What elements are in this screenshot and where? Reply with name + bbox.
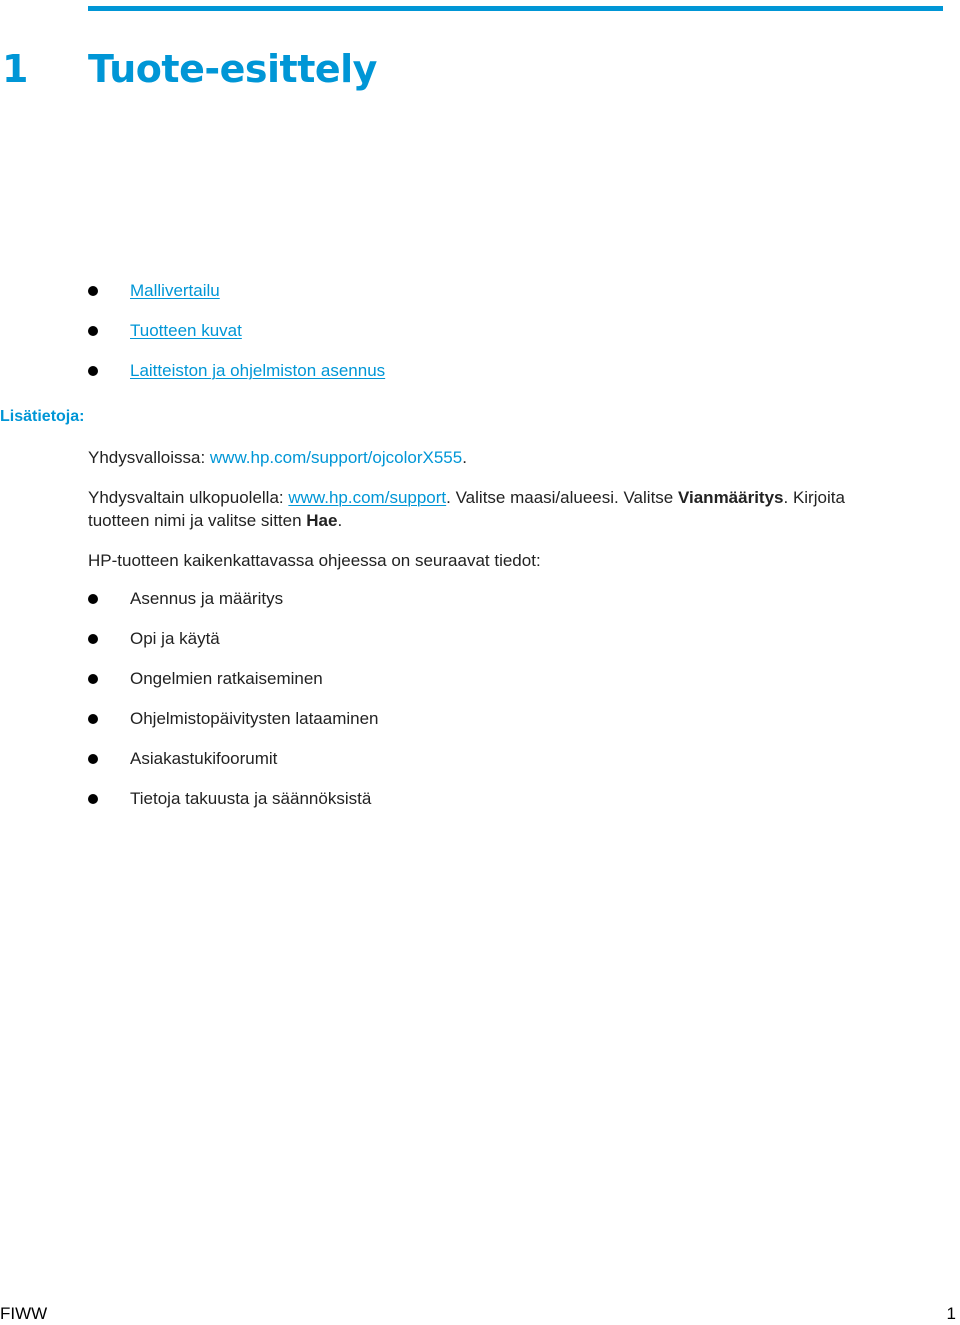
list-item xyxy=(88,668,379,708)
chapter-heading xyxy=(2,47,377,97)
bullet-icon xyxy=(88,674,98,684)
help-topics-list xyxy=(88,588,379,828)
chapter-links-list xyxy=(88,280,385,400)
chapter-title: Tuote-esittely xyxy=(88,47,377,92)
intl-bold-2: Hae xyxy=(306,511,338,530)
link-tuotteen-kuvat[interactable]: Tuotteen kuvat xyxy=(130,321,242,340)
help-intro: HP-tuotteen kaikenkattavassa ohjeessa on seuraavat tiedot: xyxy=(88,551,541,570)
list-item xyxy=(88,708,379,748)
link-mallivertailu[interactable]: Mallivertailu xyxy=(130,281,220,300)
list-item xyxy=(88,588,379,628)
intl-text-3: . xyxy=(337,511,343,530)
help-item-label: Tietoja takuusta ja säännöksistä xyxy=(130,789,372,808)
us-suffix: . xyxy=(462,448,467,467)
us-support-paragraph xyxy=(88,446,908,469)
list-item xyxy=(88,788,379,828)
intl-text-1: . Valitse maasi/alueesi. Valitse xyxy=(446,488,678,507)
help-item-label: Asennus ja määritys xyxy=(130,589,284,608)
link-laitteiston-asennus[interactable]: Laitteiston ja ohjelmiston asennus xyxy=(130,361,386,380)
list-item xyxy=(88,748,379,788)
intl-support-paragraph xyxy=(88,486,908,532)
header-rule xyxy=(88,6,943,11)
intl-support-link[interactable]: www.hp.com/support xyxy=(288,488,447,507)
bullet-icon xyxy=(88,286,98,296)
list-item xyxy=(88,628,379,668)
help-item-label: Asiakastukifoorumit xyxy=(130,749,278,768)
help-item-label: Opi ja käytä xyxy=(130,629,220,648)
bullet-icon xyxy=(88,594,98,604)
intl-bold-1: Vianmääritys xyxy=(677,488,784,507)
help-item-label: Ohjelmistopäivitysten lataaminen xyxy=(130,709,379,728)
intl-text-2: . Kirjoita tuotteen nimi ja valitse sitten xyxy=(88,488,845,530)
us-prefix: Yhdysvalloissa: xyxy=(88,448,210,467)
chapter-number: 1 xyxy=(2,47,28,92)
us-support-link[interactable]: www.hp.com/support/ojcolorX555 xyxy=(209,448,463,467)
bullet-icon xyxy=(88,794,98,804)
bullet-icon xyxy=(88,714,98,724)
more-info-label: Lisätietoja: xyxy=(0,408,85,425)
page-number: 1 xyxy=(946,1304,956,1323)
list-item xyxy=(88,360,385,400)
intl-prefix: Yhdysvaltain ulkopuolella: xyxy=(88,488,289,507)
list-item xyxy=(88,320,385,360)
footer-locale: FIWW xyxy=(0,1304,48,1323)
bullet-icon xyxy=(88,634,98,644)
help-item-label: Ongelmien ratkaiseminen xyxy=(130,669,323,688)
bullet-icon xyxy=(88,754,98,764)
list-item xyxy=(88,280,385,320)
bullet-icon xyxy=(88,366,98,376)
bullet-icon xyxy=(88,326,98,336)
